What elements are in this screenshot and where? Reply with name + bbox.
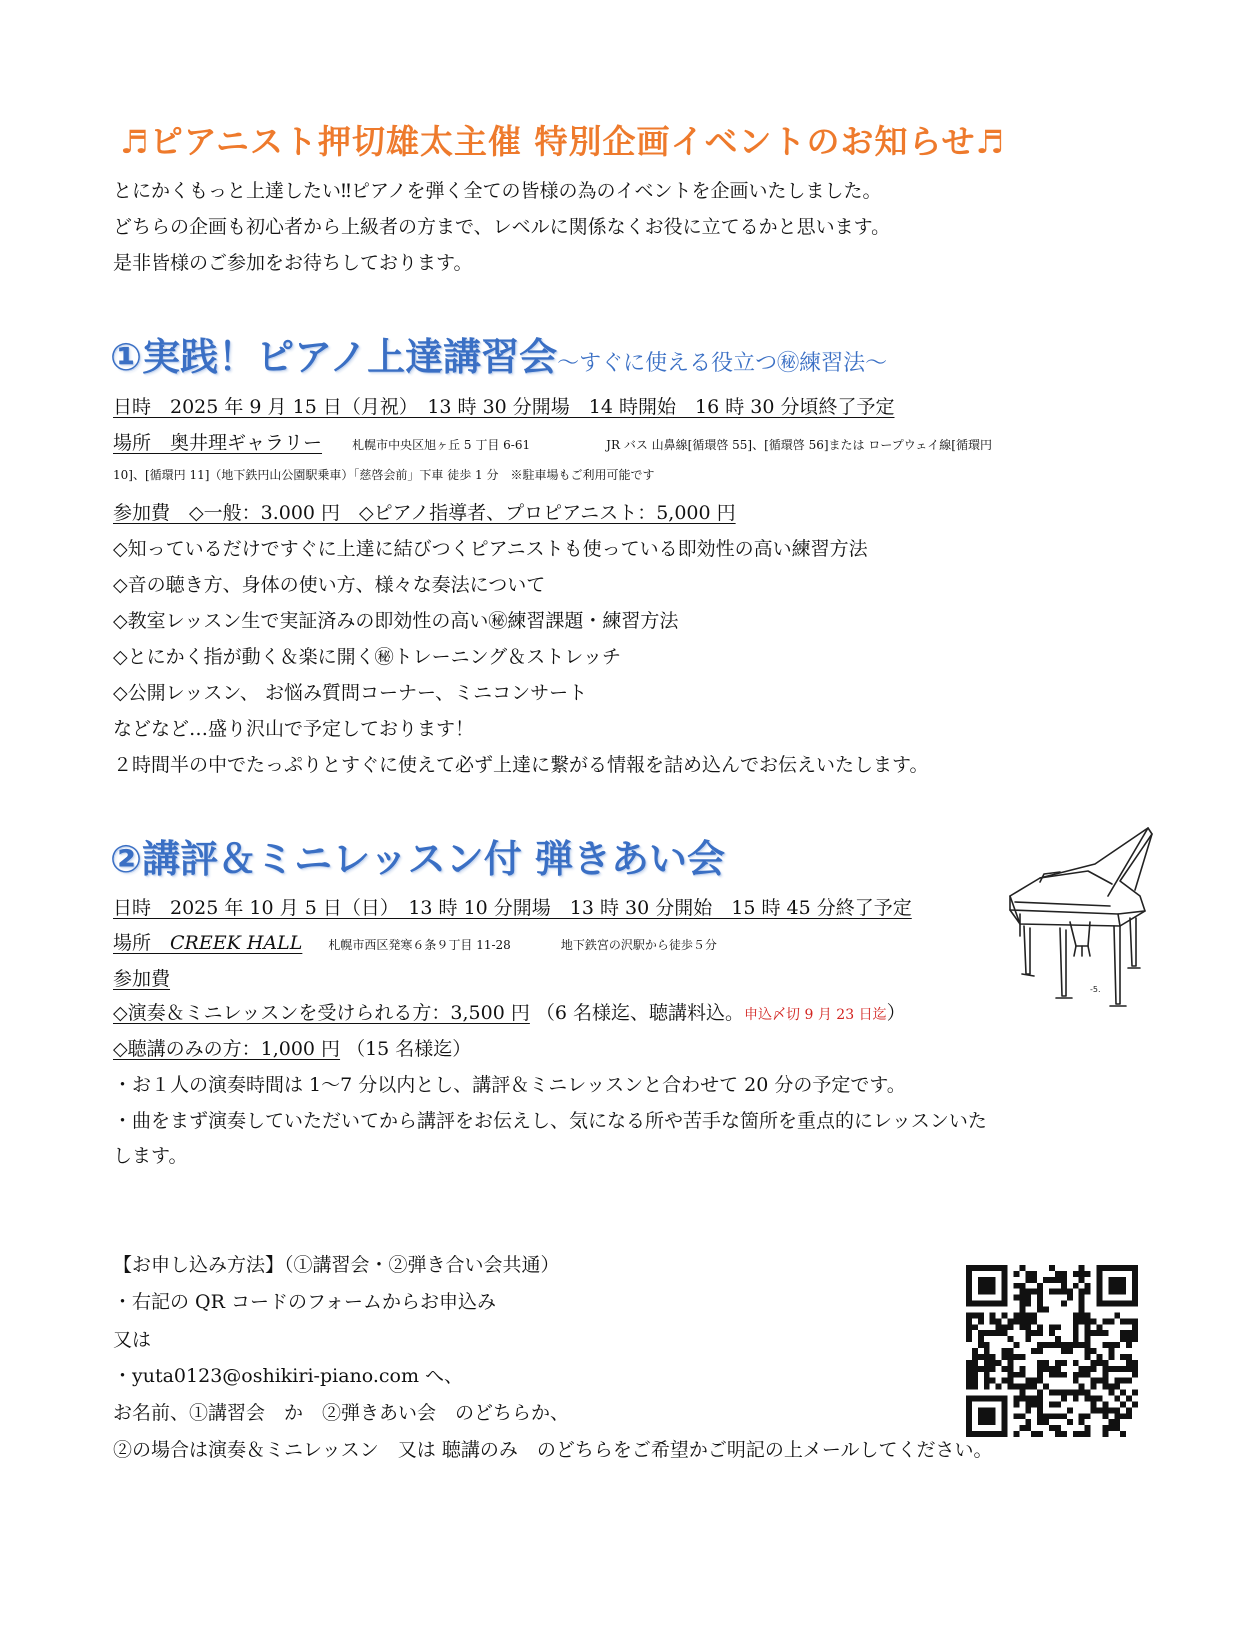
event2-fee-perform-note: （6 名様迄、聴講料込。 xyxy=(535,1002,745,1024)
event2-venue-name: CREEK HALL xyxy=(170,932,303,954)
event2-datetime: 日時 2025 年 10 月 5 日（日） 13 時 10 分開場 13 時 30 分開始 15 時 45 分終了予定 xyxy=(113,897,912,919)
event2-note: ・曲をまず演奏していただいてから講評をお伝えし、気になる所や苦手な箇所を重点的にレッスンいた xyxy=(113,1110,987,1132)
event1-venue-label: 場所 奥井理ギャラリー xyxy=(113,432,323,454)
svg-text:-5.: -5. xyxy=(1090,985,1101,994)
qr-code-icon[interactable] xyxy=(966,1265,1138,1437)
event1-heading-text: ①実践！ピアノ上達講習会 xyxy=(110,335,558,379)
grand-piano-icon xyxy=(1000,826,1158,1012)
page-title-text: ピアニスト押切雄太主催 特別企画イベントのお知らせ xyxy=(149,122,976,161)
event2-venue xyxy=(113,928,717,955)
event2-venue-address: 札幌市西区発寒６条９丁目 11-28 xyxy=(328,938,511,952)
event1-datetime: 日時 2025 年 9 月 15 日（月祝） 13 時 30 分開場 14 時開始 16 時 30 分頃終了予定 xyxy=(113,396,895,418)
page-title xyxy=(120,116,1005,163)
event1-item: ◇とにかく指が動く＆楽に開く㊙トレーニング＆ストレッチ xyxy=(113,646,622,668)
intro-line-1: とにかくもっと上達したい‼ピアノを弾く全ての皆様の為のイベントを企画いたしました。 xyxy=(113,180,882,202)
intro-line-3: 是非皆様のご参加をお待ちしております。 xyxy=(113,252,473,274)
application-line: お名前、①講習会 か ②弾きあい会 のどちらか、 xyxy=(113,1402,570,1424)
event2-venue-access: 地下鉄宮の沢駅から徒歩５分 xyxy=(560,938,717,952)
event1-item: ◇知っているだけですぐに上達に結びつくピアニストも使っている即効性の高い練習方法 xyxy=(113,538,868,560)
event2-fee-perform-close: ） xyxy=(886,1002,906,1024)
event2-fee-listen-note: （15 名様迄） xyxy=(346,1038,472,1060)
event2-fee-perform xyxy=(113,998,906,1025)
event1-venue xyxy=(113,428,992,455)
event1-item: ◇公開レッスン、 お悩み質問コーナー、ミニコンサート xyxy=(113,682,588,704)
event2-note: します。 xyxy=(113,1145,188,1167)
music-note-icon: ♬ xyxy=(120,123,150,161)
event1-heading xyxy=(110,326,887,381)
event2-venue-label xyxy=(113,932,302,954)
event2-fee-listen xyxy=(113,1034,471,1061)
event1-item: ２時間半の中でたっぷりとすぐに使えて必ず上達に繋がる情報を詰め込んでお伝えいたします。 xyxy=(113,754,929,776)
event2-fee-listen-text: ◇聴講のみの方：1,000 円 xyxy=(113,1038,341,1060)
event1-venue-address: 札幌市中央区旭ヶ丘 5 丁目 6-61 xyxy=(352,438,531,452)
event2-deadline: 申込〆切 9 月 23 日迄 xyxy=(744,1007,887,1023)
application-email[interactable]: ・yuta0123@oshikiri-piano.com へ、 xyxy=(113,1365,464,1387)
event2-fee-label: 参加費 xyxy=(113,968,171,990)
application-line: 又は xyxy=(113,1329,152,1351)
intro-line-2: どちらの企画も初心者から上級者の方まで、レベルに関係なくお役に立てるかと思います。 xyxy=(113,216,891,238)
event1-fee: 参加費 ◇一般：3.000 円 ◇ピアノ指導者、プロピアニスト：5,000 円 xyxy=(113,502,736,524)
application-line: 【お申し込み方法】（①講習会・②弾き合い会共通） xyxy=(113,1254,560,1276)
event2-venue-prefix: 場所 xyxy=(113,932,171,954)
event2-note: ・お１人の演奏時間は 1～7 分以内とし、講評＆ミニレッスンと合わせて 20 分の予定です。 xyxy=(113,1074,906,1096)
event1-subheading: ～すぐに使える役立つ㊙練習法～ xyxy=(557,351,888,376)
event1-item: ◇音の聴き方、身体の使い方、様々な奏法について xyxy=(113,574,546,596)
application-line: ・右記の QR コードのフォームからお申込み xyxy=(113,1291,497,1313)
music-note-icon: ♬ xyxy=(975,123,1006,161)
application-line: ②の場合は演奏＆ミニレッスン 又は 聴講のみ のどちらをご希望かご明記の上メールしてください。 xyxy=(113,1439,993,1461)
event2-heading: ②講評＆ミニレッスン付 弾きあい会 xyxy=(110,837,726,881)
event1-access-1: JR バス 山鼻線[循環啓 55]、[循環啓 56]または ロープウェイ線[循環円 xyxy=(606,438,992,452)
event1-item: などなど…盛り沢山で予定しております！ xyxy=(113,718,475,740)
event1-item: ◇教室レッスン生で実証済みの即効性の高い㊙練習課題・練習方法 xyxy=(113,610,679,632)
event1-access-2: 10]、[循環円 11]（地下鉄円山公園駅乗車）「慈啓会前」下車 徒歩 1 分 ※駐車場もご利用可能です xyxy=(113,468,655,482)
event2-fee-perform-text: ◇演奏＆ミニレッスンを受けられる方：3,500 円 xyxy=(113,1002,530,1024)
